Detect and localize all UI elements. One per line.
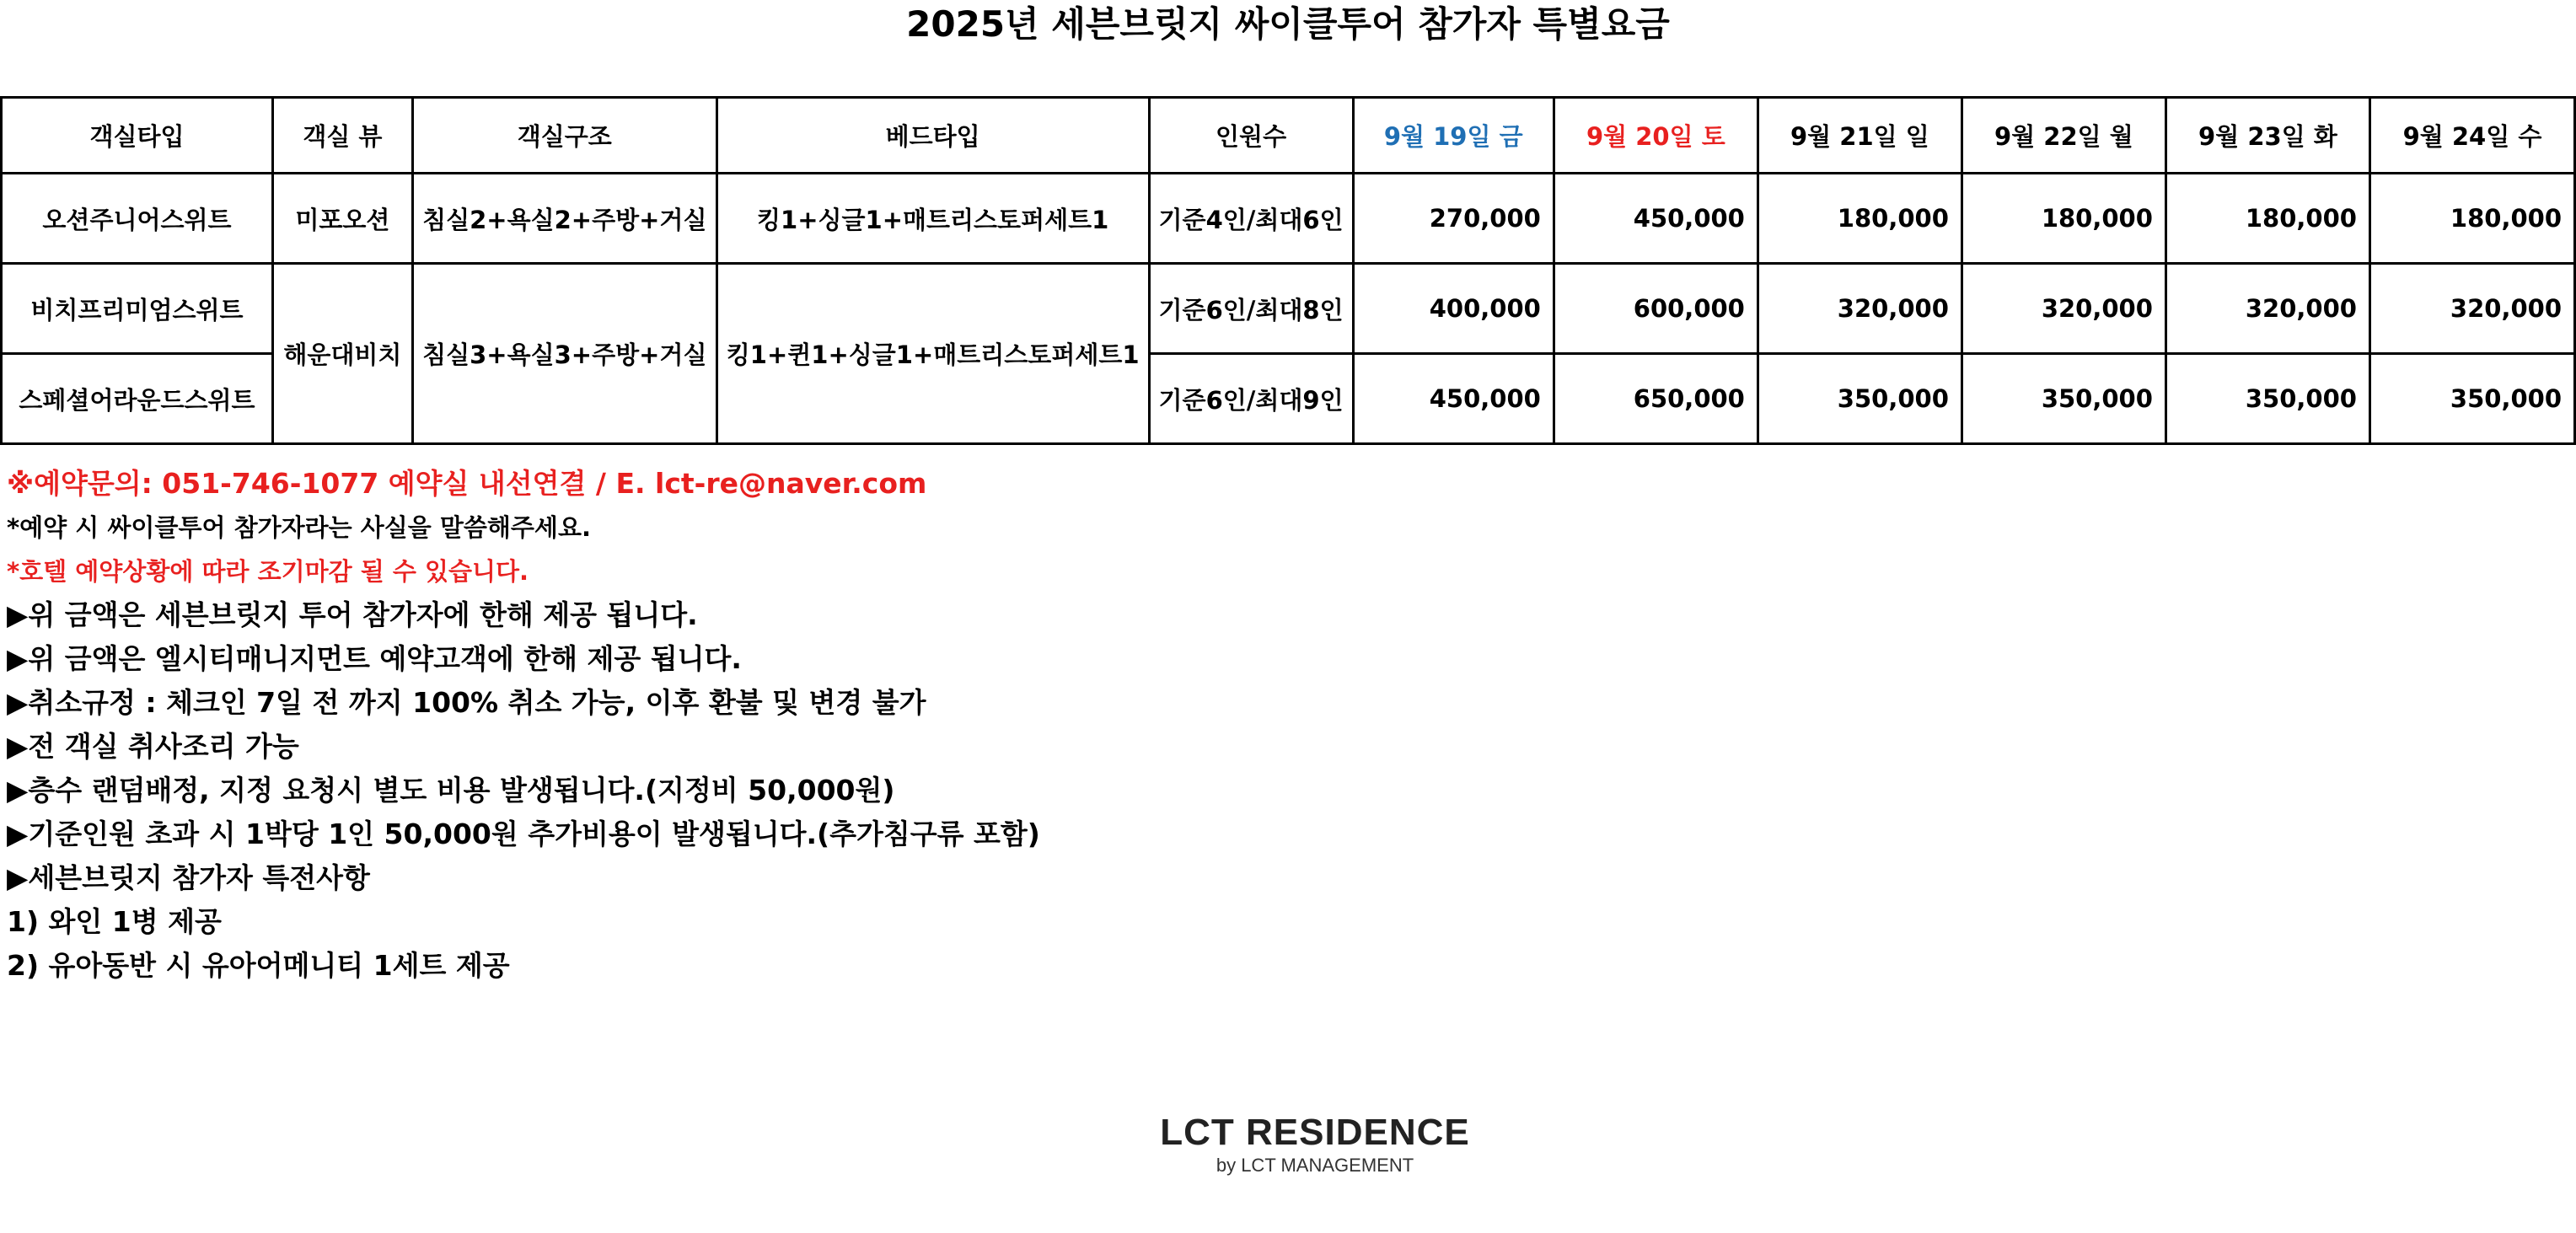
benefit-item: 1) 와인 1병 제공: [7, 905, 222, 938]
price-cell: 450,000: [1554, 174, 1758, 264]
bed-type-cell: 킹1+퀸1+싱글1+매트리스토퍼세트1: [716, 264, 1149, 444]
table-row: [2, 264, 2575, 354]
guests-cell: 기준6인/최대9인: [1149, 354, 1353, 444]
price-cell: 180,000: [2369, 174, 2574, 264]
benefit-item: 2) 유아동반 시 유아어메니티 1세트 제공: [7, 949, 510, 982]
note-lct-customers: ▶위 금액은 엘시티매니지먼트 예약고객에 한해 제공 됩니다.: [7, 642, 742, 675]
price-cell: 320,000: [1758, 264, 1962, 354]
note-early-close: *호텔 예약상황에 따라 조기마감 될 수 있습니다.: [7, 557, 529, 586]
price-cell: 180,000: [1758, 174, 1962, 264]
bed-type-cell: 킹1+싱글1+매트리스토퍼세트1: [716, 174, 1149, 264]
note-extra-person: ▶기준인원 초과 시 1박당 1인 50,000원 추가비용이 발생됩니다.(추가침구류 포함): [7, 818, 1040, 850]
page-title: 2025년 세븐브릿지 싸이클투어 참가자 특별요금: [906, 3, 1670, 45]
note-benefits-heading: ▶세븐브릿지 참가자 특전사항: [7, 861, 370, 894]
header-date-sep21: 9월 21일 일: [1758, 98, 1962, 174]
logo-main-text: LCT RESIDENCE: [1160, 1112, 1470, 1153]
room-type-cell: 스페셜어라운드스위트: [2, 354, 273, 444]
guests-cell: 기준4인/최대6인: [1149, 174, 1353, 264]
view-cell: 미포오션: [272, 174, 412, 264]
header-date-sep20: 9월 20일 토: [1554, 98, 1758, 174]
header-structure: 객실구조: [412, 98, 716, 174]
table-row: [2, 174, 2575, 264]
reservation-contact: ※예약문의: 051-746-1077 예약실 내선연결 / E. lct-re@naver.com: [7, 467, 927, 500]
note-cancellation-policy: ▶취소규정 : 체크인 7일 전 까지 100% 취소 가능, 이후 환불 및 변경 불가: [7, 686, 926, 719]
header-guests: 인원수: [1149, 98, 1353, 174]
note-participant-mention: *예약 시 싸이클투어 참가자라는 사실을 말씀해주세요.: [7, 513, 591, 542]
price-cell: 600,000: [1554, 264, 1758, 354]
price-cell: 320,000: [2165, 264, 2369, 354]
price-cell: 270,000: [1353, 174, 1554, 264]
header-bed-type: 베드타입: [716, 98, 1149, 174]
price-cell: 180,000: [2165, 174, 2369, 264]
price-cell: 180,000: [1962, 174, 2165, 264]
note-floor-assignment: ▶층수 랜덤배정, 지정 요청시 별도 비용 발생됩니다.(지정비 50,000원): [7, 774, 895, 807]
notes-section: [7, 462, 1040, 988]
price-cell: 450,000: [1353, 354, 1554, 444]
header-room-type: 객실타입: [2, 98, 273, 174]
guests-cell: 기준6인/최대8인: [1149, 264, 1353, 354]
structure-cell: 침실2+욕실2+주방+거실: [412, 174, 716, 264]
rate-table: [0, 96, 2576, 445]
room-type-cell: 오션주니어스위트: [2, 174, 273, 264]
room-type-cell: 비치프리미엄스위트: [2, 264, 273, 354]
logo-sub-text: by LCT MANAGEMENT: [1216, 1155, 1414, 1176]
structure-cell: 침실3+욕실3+주방+거실: [412, 264, 716, 444]
price-cell: 320,000: [1962, 264, 2165, 354]
price-cell: 650,000: [1554, 354, 1758, 444]
view-cell: 해운대비치: [272, 264, 412, 444]
price-cell: 350,000: [2369, 354, 2574, 444]
header-date-sep19: 9월 19일 금: [1353, 98, 1554, 174]
price-cell: 350,000: [1962, 354, 2165, 444]
price-cell: 350,000: [2165, 354, 2369, 444]
header-view: 객실 뷰: [272, 98, 412, 174]
header-date-sep23: 9월 23일 화: [2165, 98, 2369, 174]
note-tour-participants: ▶위 금액은 세븐브릿지 투어 참가자에 한해 제공 됩니다.: [7, 598, 698, 631]
table-header-row: [2, 98, 2575, 174]
price-cell: 350,000: [1758, 354, 1962, 444]
lct-residence-logo: [1113, 1111, 1517, 1177]
price-cell: 320,000: [2369, 264, 2574, 354]
header-date-sep22: 9월 22일 월: [1962, 98, 2165, 174]
header-date-sep24: 9월 24일 수: [2369, 98, 2574, 174]
note-cooking: ▶전 객실 취사조리 가능: [7, 730, 299, 763]
price-cell: 400,000: [1353, 264, 1554, 354]
